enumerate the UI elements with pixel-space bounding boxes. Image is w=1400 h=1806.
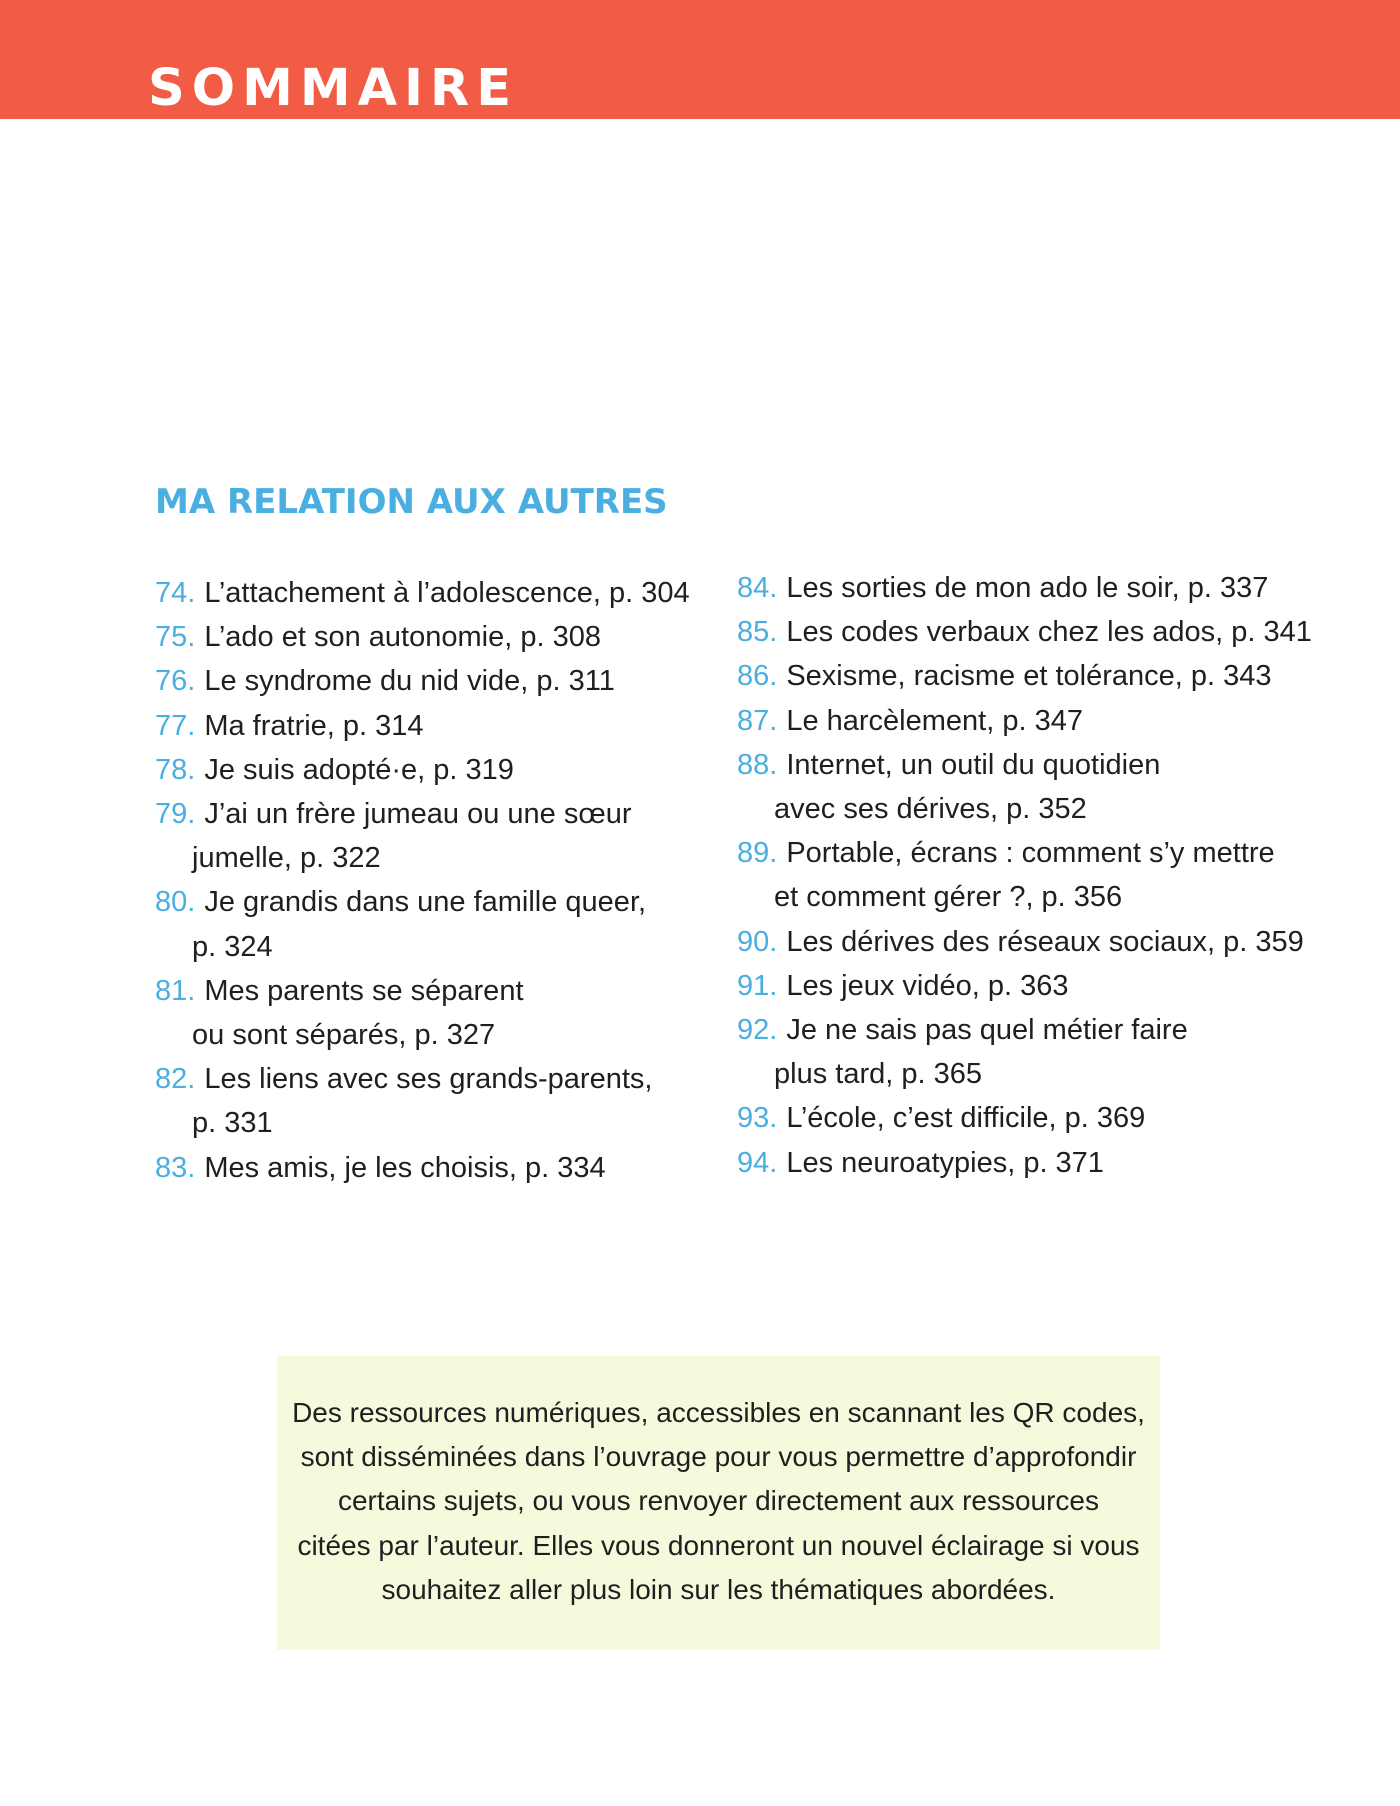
toc-item-number: 83. — [155, 1151, 196, 1184]
toc-item — [737, 654, 1337, 698]
toc-item-number: 76. — [155, 665, 196, 698]
toc-item-title: Les dérives des réseaux sociaux, p. 359 — [786, 925, 1304, 958]
toc-item — [737, 964, 1337, 1008]
toc-item-number: 87. — [737, 704, 778, 737]
toc-item-number: 74. — [155, 577, 196, 609]
toc-item-title: Les codes verbaux chez les ados, p. 341 — [786, 616, 1312, 649]
toc-item-title: J’ai un frère jumeau ou une sœur jumelle, p. 322 — [192, 798, 632, 875]
toc-item-title: Les sorties de mon ado le soir, p. 337 — [786, 572, 1269, 604]
toc-item — [155, 1057, 715, 1145]
toc-item — [737, 1096, 1337, 1140]
toc-item — [155, 792, 715, 880]
toc-item-title: Je suis adopté·e, p. 319 — [204, 753, 514, 786]
toc-item — [155, 615, 715, 659]
toc-item — [737, 920, 1337, 964]
toc-item — [737, 831, 1337, 919]
toc-item-title: L’école, c’est difficile, p. 369 — [786, 1102, 1146, 1135]
digital-resources-notice — [277, 1356, 1160, 1650]
toc-item — [737, 610, 1337, 654]
toc-item-title: Portable, écrans : comment s’y mettre et comment gérer ?, p. 356 — [774, 837, 1275, 914]
toc-item-title: Mes amis, je les choisis, p. 334 — [204, 1151, 606, 1184]
toc-item-title: Ma fratrie, p. 314 — [204, 709, 424, 742]
toc-item-title: Mes parents se séparent ou sont séparés, p. 327 — [192, 974, 524, 1052]
toc-item-title: Les jeux vidéo, p. 363 — [786, 969, 1069, 1002]
toc-item — [737, 743, 1337, 831]
toc-item-number: 88. — [737, 748, 778, 781]
toc-item — [155, 748, 715, 792]
toc-item — [155, 1146, 715, 1190]
toc-item — [737, 1008, 1337, 1096]
toc-item-title: Je ne sais pas quel métier faire plus tard, p. 365 — [774, 1014, 1188, 1091]
toc-item-title: Sexisme, racisme et tolérance, p. 343 — [786, 660, 1272, 693]
toc-item-number: 93. — [737, 1102, 778, 1135]
toc-item-number: 81. — [155, 974, 196, 1007]
toc-item-number: 75. — [155, 621, 196, 654]
notice-text: Des ressources numériques, accessibles en scannant les QR codes, sont disséminées dans l’ouvrage pour vous permettre d’approfondir certains sujets, ou vous renvoyer directement aux ressources citées par l’auteur. Elles vous donneront un nouvel éclairage si vous souhaitez aller plus loin sur les thématiques abordées. — [292, 1397, 1145, 1605]
toc-item-title: L’attachement à l’adolescence, p. 304 — [204, 577, 690, 609]
toc-item-number: 82. — [155, 1063, 196, 1096]
toc-item-number: 90. — [737, 925, 778, 958]
toc-item-number: 94. — [737, 1146, 778, 1179]
toc-item-number: 78. — [155, 753, 196, 786]
toc-item-title: Les liens avec ses grands-parents, p. 331 — [192, 1063, 653, 1140]
toc-item — [155, 571, 715, 615]
toc-item-number: 79. — [155, 798, 196, 831]
toc-item — [155, 659, 715, 703]
section-heading: MA RELATION AUX AUTRES — [155, 482, 668, 522]
toc-item-title: L’ado et son autonomie, p. 308 — [204, 621, 601, 654]
toc-item-title: Je grandis dans une famille queer, p. 324 — [192, 886, 647, 963]
toc-item-number: 85. — [737, 616, 778, 649]
toc-item-title: Les neuroatypies, p. 371 — [786, 1146, 1104, 1179]
toc-item-number: 91. — [737, 969, 778, 1002]
toc-item-title: Le syndrome du nid vide, p. 311 — [204, 665, 615, 698]
page-title: SOMMAIRE — [148, 59, 519, 118]
toc-column-right — [737, 566, 1337, 1185]
toc-item — [737, 699, 1337, 743]
toc-item-number: 89. — [737, 837, 778, 870]
toc-item — [155, 969, 715, 1057]
toc-item — [155, 704, 715, 748]
toc-item-title: Internet, un outil du quotidien avec ses dérives, p. 352 — [774, 748, 1161, 826]
toc-item-number: 77. — [155, 709, 196, 742]
toc-item-number: 84. — [737, 572, 778, 604]
toc-column-left — [155, 571, 715, 1190]
toc-item-title: Le harcèlement, p. 347 — [786, 704, 1083, 737]
toc-item-number: 92. — [737, 1014, 778, 1047]
toc-item-number: 80. — [155, 886, 196, 919]
toc-item — [737, 566, 1337, 610]
toc-item — [155, 880, 715, 968]
toc-item — [737, 1141, 1337, 1185]
toc-item-number: 86. — [737, 660, 778, 693]
